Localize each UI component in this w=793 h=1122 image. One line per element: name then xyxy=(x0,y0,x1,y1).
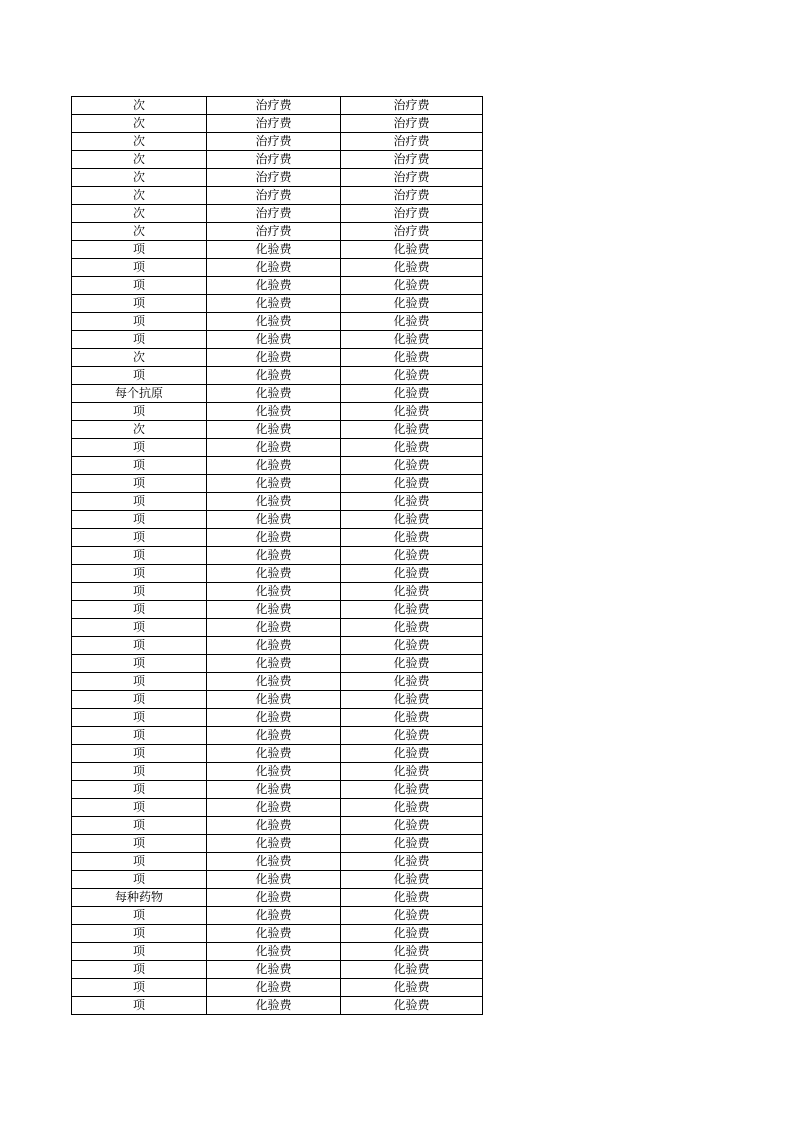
table-row xyxy=(72,133,483,151)
table-row xyxy=(72,619,483,637)
table-row xyxy=(72,637,483,655)
unit-cell: 项 xyxy=(72,457,207,475)
table-row xyxy=(72,421,483,439)
table-row xyxy=(72,457,483,475)
unit-cell: 项 xyxy=(72,547,207,565)
fee-type-cell: 化验费 xyxy=(341,673,483,691)
table-row xyxy=(72,223,483,241)
table-row xyxy=(72,259,483,277)
fee-type-cell: 治疗费 xyxy=(341,187,483,205)
table-row xyxy=(72,547,483,565)
unit-cell: 项 xyxy=(72,745,207,763)
table-row xyxy=(72,853,483,871)
unit-cell: 项 xyxy=(72,583,207,601)
fee-type-cell: 化验费 xyxy=(341,367,483,385)
fee-category-cell: 化验费 xyxy=(207,583,341,601)
fee-type-cell: 治疗费 xyxy=(341,151,483,169)
fee-category-cell: 化验费 xyxy=(207,763,341,781)
fee-type-cell: 化验费 xyxy=(341,979,483,997)
fee-category-cell: 化验费 xyxy=(207,727,341,745)
unit-cell: 次 xyxy=(72,205,207,223)
table-row xyxy=(72,475,483,493)
fee-type-cell: 化验费 xyxy=(341,835,483,853)
fee-category-cell: 化验费 xyxy=(207,799,341,817)
fee-type-cell: 化验费 xyxy=(341,907,483,925)
fee-category-cell: 化验费 xyxy=(207,817,341,835)
fee-type-cell: 化验费 xyxy=(341,565,483,583)
fee-type-cell: 化验费 xyxy=(341,259,483,277)
table-row xyxy=(72,403,483,421)
fee-category-cell: 化验费 xyxy=(207,997,341,1015)
fee-type-cell: 化验费 xyxy=(341,817,483,835)
fee-type-cell: 化验费 xyxy=(341,655,483,673)
unit-cell: 每个抗原 xyxy=(72,385,207,403)
fee-category-cell: 化验费 xyxy=(207,925,341,943)
table-row xyxy=(72,241,483,259)
table-row xyxy=(72,367,483,385)
unit-cell: 项 xyxy=(72,367,207,385)
fee-type-cell: 化验费 xyxy=(341,763,483,781)
fee-type-cell: 化验费 xyxy=(341,331,483,349)
fee-type-cell: 化验费 xyxy=(341,619,483,637)
unit-cell: 项 xyxy=(72,763,207,781)
fee-category-cell: 治疗费 xyxy=(207,115,341,133)
unit-cell: 项 xyxy=(72,781,207,799)
table-row xyxy=(72,799,483,817)
unit-cell: 项 xyxy=(72,925,207,943)
unit-cell: 项 xyxy=(72,835,207,853)
fee-category-cell: 化验费 xyxy=(207,889,341,907)
fee-category-cell: 化验费 xyxy=(207,259,341,277)
fee-type-cell: 治疗费 xyxy=(341,133,483,151)
fee-type-cell: 化验费 xyxy=(341,385,483,403)
fee-type-cell: 化验费 xyxy=(341,781,483,799)
fee-category-cell: 化验费 xyxy=(207,439,341,457)
fee-category-cell: 化验费 xyxy=(207,943,341,961)
table-row xyxy=(72,511,483,529)
fee-category-cell: 化验费 xyxy=(207,313,341,331)
fee-category-cell: 化验费 xyxy=(207,277,341,295)
table-row xyxy=(72,493,483,511)
unit-cell: 次 xyxy=(72,223,207,241)
table-row xyxy=(72,601,483,619)
table-row xyxy=(72,673,483,691)
unit-cell: 项 xyxy=(72,619,207,637)
unit-cell: 项 xyxy=(72,277,207,295)
fee-type-cell: 化验费 xyxy=(341,871,483,889)
table-row xyxy=(72,115,483,133)
fee-type-cell: 化验费 xyxy=(341,457,483,475)
fee-category-cell: 治疗费 xyxy=(207,187,341,205)
unit-cell: 次 xyxy=(72,151,207,169)
unit-cell: 项 xyxy=(72,295,207,313)
fee-category-cell: 化验费 xyxy=(207,745,341,763)
fee-type-cell: 化验费 xyxy=(341,799,483,817)
unit-cell: 项 xyxy=(72,493,207,511)
fee-category-cell: 化验费 xyxy=(207,385,341,403)
fee-category-cell: 治疗费 xyxy=(207,97,341,115)
fee-type-cell: 化验费 xyxy=(341,691,483,709)
fee-type-cell: 治疗费 xyxy=(341,205,483,223)
table-row xyxy=(72,385,483,403)
unit-cell: 项 xyxy=(72,403,207,421)
fee-category-cell: 化验费 xyxy=(207,349,341,367)
fee-category-cell: 化验费 xyxy=(207,403,341,421)
fee-category-cell: 化验费 xyxy=(207,907,341,925)
fee-category-cell: 化验费 xyxy=(207,781,341,799)
unit-cell: 项 xyxy=(72,997,207,1015)
table-row xyxy=(72,691,483,709)
fee-type-cell: 化验费 xyxy=(341,439,483,457)
fee-category-cell: 治疗费 xyxy=(207,223,341,241)
fee-category-cell: 化验费 xyxy=(207,655,341,673)
fee-category-cell: 化验费 xyxy=(207,547,341,565)
unit-cell: 项 xyxy=(72,241,207,259)
table-row xyxy=(72,655,483,673)
fee-type-cell: 化验费 xyxy=(341,583,483,601)
fee-category-cell: 化验费 xyxy=(207,421,341,439)
unit-cell: 次 xyxy=(72,421,207,439)
fee-category-cell: 化验费 xyxy=(207,637,341,655)
unit-cell: 项 xyxy=(72,979,207,997)
fee-type-cell: 化验费 xyxy=(341,961,483,979)
fee-category-cell: 化验费 xyxy=(207,961,341,979)
unit-cell: 项 xyxy=(72,799,207,817)
fee-type-cell: 化验费 xyxy=(341,889,483,907)
fee-type-cell: 化验费 xyxy=(341,997,483,1015)
table-row xyxy=(72,439,483,457)
table-row xyxy=(72,277,483,295)
fee-category-cell: 化验费 xyxy=(207,835,341,853)
fee-category-cell: 化验费 xyxy=(207,565,341,583)
fee-category-cell: 化验费 xyxy=(207,601,341,619)
fee-type-cell: 化验费 xyxy=(341,925,483,943)
unit-cell: 项 xyxy=(72,475,207,493)
fee-type-cell: 化验费 xyxy=(341,421,483,439)
table-row xyxy=(72,925,483,943)
unit-cell: 项 xyxy=(72,313,207,331)
fee-type-cell: 治疗费 xyxy=(341,223,483,241)
fee-category-cell: 化验费 xyxy=(207,979,341,997)
unit-cell: 项 xyxy=(72,565,207,583)
unit-cell: 次 xyxy=(72,187,207,205)
table-row xyxy=(72,169,483,187)
fee-category-cell: 化验费 xyxy=(207,295,341,313)
fee-table-body xyxy=(72,97,483,1015)
table-row xyxy=(72,763,483,781)
fee-type-cell: 化验费 xyxy=(341,745,483,763)
unit-cell: 次 xyxy=(72,169,207,187)
unit-cell: 次 xyxy=(72,115,207,133)
fee-type-cell: 化验费 xyxy=(341,943,483,961)
fee-category-cell: 化验费 xyxy=(207,367,341,385)
fee-category-cell: 化验费 xyxy=(207,493,341,511)
fee-type-cell: 化验费 xyxy=(341,277,483,295)
unit-cell: 次 xyxy=(72,349,207,367)
fee-type-cell: 治疗费 xyxy=(341,97,483,115)
table-row xyxy=(72,187,483,205)
unit-cell: 项 xyxy=(72,529,207,547)
fee-table xyxy=(71,96,483,1015)
table-row xyxy=(72,565,483,583)
unit-cell: 次 xyxy=(72,133,207,151)
fee-category-cell: 化验费 xyxy=(207,709,341,727)
unit-cell: 项 xyxy=(72,961,207,979)
fee-category-cell: 治疗费 xyxy=(207,205,341,223)
fee-type-cell: 化验费 xyxy=(341,313,483,331)
table-row xyxy=(72,997,483,1015)
table-row xyxy=(72,889,483,907)
unit-cell: 项 xyxy=(72,871,207,889)
fee-type-cell: 治疗费 xyxy=(341,115,483,133)
unit-cell: 项 xyxy=(72,691,207,709)
table-row xyxy=(72,205,483,223)
fee-type-cell: 化验费 xyxy=(341,529,483,547)
table-row xyxy=(72,781,483,799)
unit-cell: 项 xyxy=(72,511,207,529)
fee-type-cell: 化验费 xyxy=(341,853,483,871)
fee-category-cell: 化验费 xyxy=(207,511,341,529)
unit-cell: 项 xyxy=(72,259,207,277)
unit-cell: 次 xyxy=(72,97,207,115)
fee-type-cell: 化验费 xyxy=(341,511,483,529)
fee-category-cell: 化验费 xyxy=(207,529,341,547)
fee-category-cell: 化验费 xyxy=(207,619,341,637)
table-row xyxy=(72,709,483,727)
table-row xyxy=(72,529,483,547)
fee-category-cell: 化验费 xyxy=(207,241,341,259)
fee-category-cell: 治疗费 xyxy=(207,151,341,169)
unit-cell: 项 xyxy=(72,655,207,673)
unit-cell: 项 xyxy=(72,907,207,925)
unit-cell: 项 xyxy=(72,709,207,727)
fee-type-cell: 化验费 xyxy=(341,295,483,313)
fee-type-cell: 化验费 xyxy=(341,241,483,259)
unit-cell: 项 xyxy=(72,601,207,619)
fee-type-cell: 治疗费 xyxy=(341,169,483,187)
unit-cell: 项 xyxy=(72,943,207,961)
fee-type-cell: 化验费 xyxy=(341,709,483,727)
table-row xyxy=(72,943,483,961)
fee-category-cell: 化验费 xyxy=(207,871,341,889)
unit-cell: 项 xyxy=(72,331,207,349)
fee-type-cell: 化验费 xyxy=(341,547,483,565)
fee-type-cell: 化验费 xyxy=(341,637,483,655)
fee-category-cell: 化验费 xyxy=(207,691,341,709)
fee-category-cell: 化验费 xyxy=(207,853,341,871)
fee-category-cell: 治疗费 xyxy=(207,169,341,187)
table-row xyxy=(72,313,483,331)
unit-cell: 每种药物 xyxy=(72,889,207,907)
fee-category-cell: 治疗费 xyxy=(207,133,341,151)
fee-type-cell: 化验费 xyxy=(341,493,483,511)
fee-category-cell: 化验费 xyxy=(207,475,341,493)
fee-type-cell: 化验费 xyxy=(341,475,483,493)
unit-cell: 项 xyxy=(72,439,207,457)
unit-cell: 项 xyxy=(72,673,207,691)
table-row xyxy=(72,331,483,349)
unit-cell: 项 xyxy=(72,853,207,871)
fee-type-cell: 化验费 xyxy=(341,727,483,745)
table-row xyxy=(72,817,483,835)
table-row xyxy=(72,871,483,889)
table-row xyxy=(72,97,483,115)
fee-category-cell: 化验费 xyxy=(207,673,341,691)
table-row xyxy=(72,727,483,745)
table-row xyxy=(72,583,483,601)
table-row xyxy=(72,295,483,313)
fee-type-cell: 化验费 xyxy=(341,349,483,367)
unit-cell: 项 xyxy=(72,637,207,655)
table-row xyxy=(72,835,483,853)
unit-cell: 项 xyxy=(72,817,207,835)
table-row xyxy=(72,907,483,925)
unit-cell: 项 xyxy=(72,727,207,745)
fee-type-cell: 化验费 xyxy=(341,403,483,421)
fee-category-cell: 化验费 xyxy=(207,331,341,349)
table-row xyxy=(72,151,483,169)
table-row xyxy=(72,979,483,997)
fee-category-cell: 化验费 xyxy=(207,457,341,475)
table-row xyxy=(72,745,483,763)
table-row xyxy=(72,961,483,979)
fee-type-cell: 化验费 xyxy=(341,601,483,619)
table-row xyxy=(72,349,483,367)
